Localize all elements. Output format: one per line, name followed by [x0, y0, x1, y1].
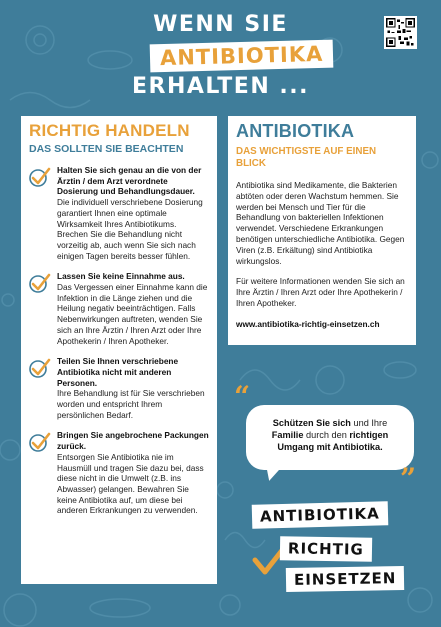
left-panel	[21, 116, 217, 584]
right-subtitle: DAS WICHTIGSTE AUF EINEN BLICK	[236, 146, 377, 169]
check-icon	[29, 431, 51, 453]
bubble-bold-3: richtigen Umgang mit Antibiotika.	[277, 430, 389, 452]
right-title: ANTIBIOTIKA	[236, 121, 355, 141]
check-icon	[29, 357, 51, 379]
item-heading: Halten Sie sich genau an die von der Ärztin / dem Arzt verordnete Dosierung und Behandlungsdauer.	[57, 165, 202, 197]
check-icon	[29, 272, 51, 294]
list-item	[29, 271, 209, 346]
item-text: Die individuell verschriebene Dosierung garantiert Ihnen eine optimale Wirksamkeit Ihres Antibiotikums. Brechen Sie die Behandlung nicht vorzeitig ab, auch wenn Sie sich nach einigen Tagen bereits besser fühlen.	[57, 197, 203, 261]
item-text: Ihre Behandlung ist für Sie verschrieben worden und entspricht Ihrem persönlichen Bedarf.	[57, 388, 205, 420]
headline-line2: ANTIBIOTIKA	[150, 40, 334, 73]
check-icon	[29, 166, 51, 188]
quote-close-icon: ”	[400, 462, 417, 495]
item-text: Entsorgen Sie Antibiotika nie im Hausmüll und tragen Sie dazu bei, dass diese nicht in die Umwelt (z.B. ins Abwasser) gelangen. Bewahren Sie keine Antibiotika auf, um diese bei anderen Erkrankungen zu verwenden.	[57, 451, 204, 516]
bubble-bold-2: Familie	[271, 430, 304, 440]
qr-code-icon[interactable]	[384, 16, 417, 49]
right-panel	[228, 116, 416, 345]
item-text: Das Vergessen einer Einnahme kann die Infektion in die Länge ziehen und die Heilung negativ beeinträchtigen. Falls Nebenwirkungen auftreten, wenden Sie sich an Ihre Ärztin / Ihren Arzt oder Ihre Apothekerin / Ihren Apotheker.	[57, 282, 208, 346]
list-item	[29, 430, 209, 516]
headline-line1: WENN SIE	[153, 12, 288, 37]
item-heading: Teilen Sie Ihnen verschriebene Antibiotika nicht mit anderen Personen.	[57, 356, 179, 388]
website-link[interactable]: www.antibiotika-richtig-einsetzen.ch	[236, 318, 380, 329]
bubble-bold-1: Schützen Sie sich	[272, 418, 351, 428]
right-paragraph-2: Für weitere Informationen wenden Sie sich an Ihre Ärztin / Ihren Arzt oder Ihre Apothekerin / Ihren Apotheker.	[236, 276, 405, 308]
bubble-text-1: und Ihre	[350, 418, 388, 428]
left-title: RICHTIG HANDELN	[29, 121, 190, 140]
bubble-text-2: durch den	[303, 430, 350, 440]
left-subtitle: DAS SOLLTEN SIE BEACHTEN	[29, 143, 184, 155]
logo-line3: EINSETZEN	[286, 566, 405, 592]
quote-open-icon: “	[234, 380, 251, 413]
logo-line1: ANTIBIOTIKA	[252, 501, 388, 529]
item-heading: Lassen Sie keine Einnahme aus.	[57, 271, 185, 282]
logo-line2: RICHTIG	[280, 536, 372, 562]
list-item	[29, 356, 209, 420]
list-item	[29, 165, 209, 261]
headline-line3: ERHALTEN ...	[132, 74, 309, 99]
right-paragraph-1: Antibiotika sind Medikamente, die Bakterien abtöten oder deren Wachstum hemmen. Sie werden bei Mensch und Tier für die Behandlung von bakteriellen Infektionen verwendet. Verschiedene Erkrankungen benötigen unterschiedliche Antibiotika. Gegen Viren (z.B. Erkältung) sind Antibiotika wirkungslos.	[236, 180, 405, 266]
item-heading: Bringen Sie angebrochene Packungen zurück.	[57, 430, 209, 452]
speech-bubble	[246, 405, 414, 470]
